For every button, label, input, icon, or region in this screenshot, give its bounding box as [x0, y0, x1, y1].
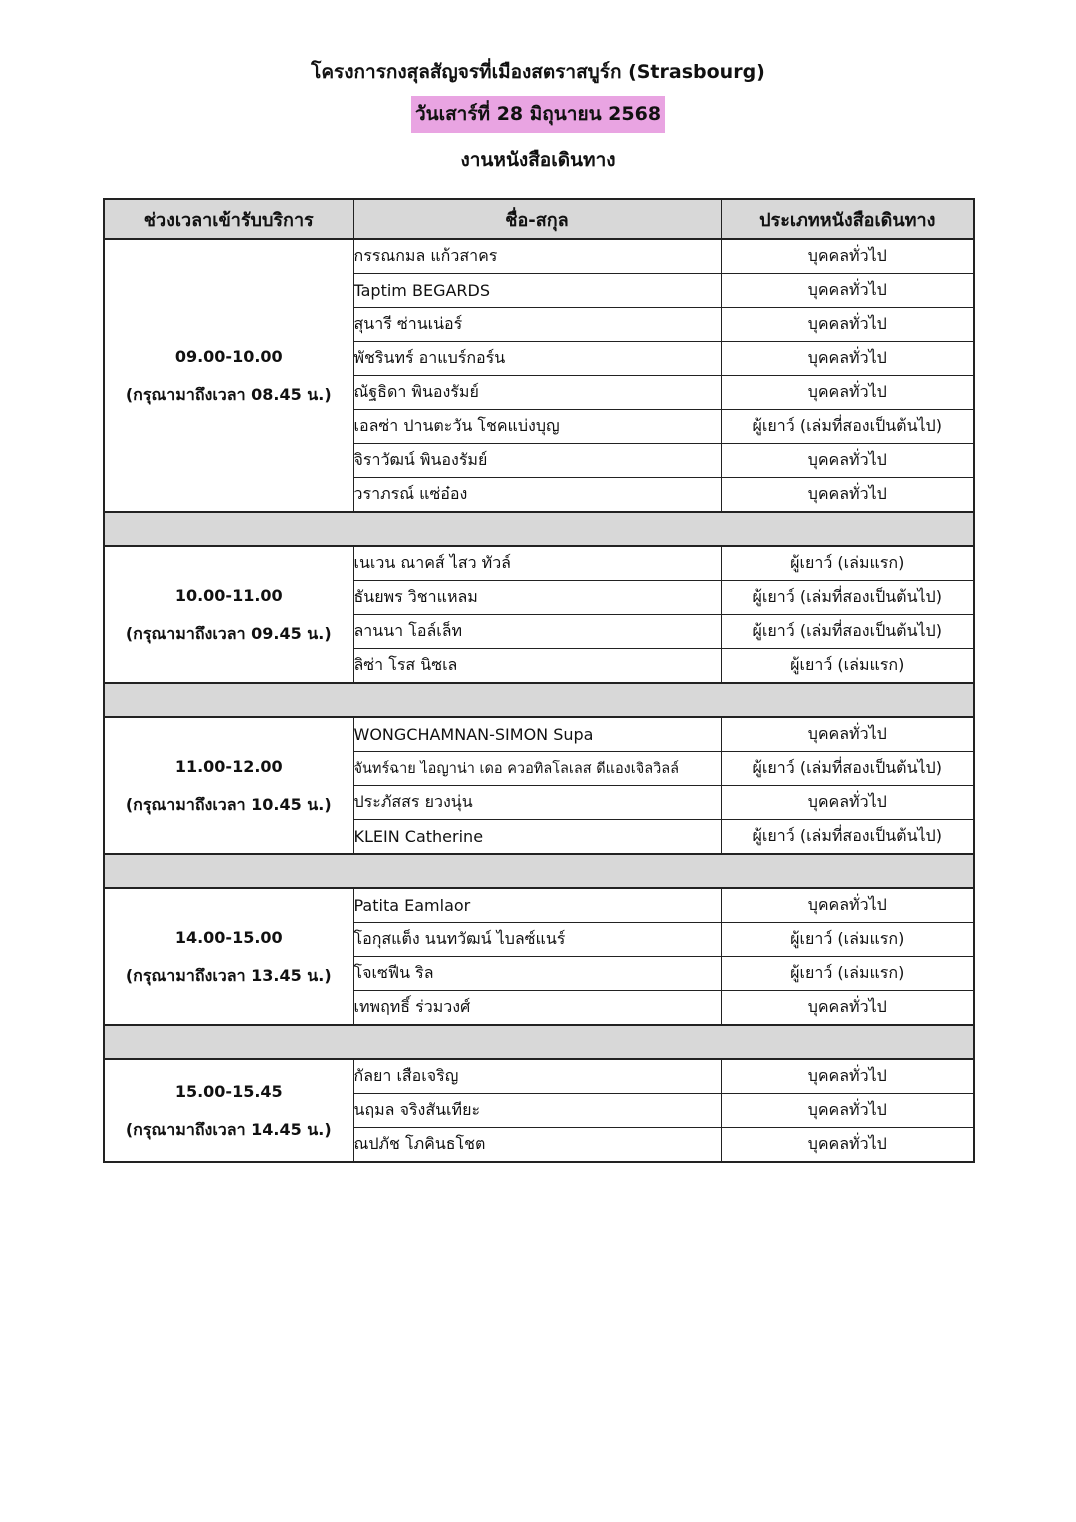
time-slot-cell: [104, 1059, 353, 1162]
applicant-name: เนเวน ณาคส์ ไสว ทัวล์: [353, 546, 721, 581]
applicant-name: กัลยา เสือเจริญ: [353, 1059, 721, 1094]
applicant-name: WONGCHAMNAN-SIMON Supa: [353, 717, 721, 752]
time-slot-arrival: (กรุณามาถึงเวลา 08.45 น.): [125, 384, 332, 404]
time-slot-cell: [104, 546, 353, 683]
applicant-name: KLEIN Catherine: [353, 820, 721, 855]
time-slot-arrival: (กรุณามาถึงเวลา 13.45 น.): [125, 965, 332, 985]
passport-type: ผู้เยาว์ (เล่มที่สองเป็นต้นไป): [721, 752, 974, 786]
separator-row: [104, 854, 974, 888]
passport-type: บุคคลทั่วไป: [721, 478, 974, 513]
time-slot-cell: [104, 717, 353, 854]
separator-row: [104, 512, 974, 546]
time-slot-range: 10.00-11.00: [174, 585, 283, 605]
time-slot-arrival: (กรุณามาถึงเวลา 10.45 น.): [125, 794, 332, 814]
passport-type: ผู้เยาว์ (เล่มแรก): [721, 923, 974, 957]
applicant-name: ณัฐธิดา พินองรัมย์: [353, 376, 721, 410]
passport-type: ผู้เยาว์ (เล่มแรก): [721, 957, 974, 991]
document-date: วันเสาร์ที่ 28 มิถุนายน 2568: [411, 96, 665, 133]
time-slot-cell: [104, 239, 353, 512]
separator-cell: [104, 683, 974, 717]
passport-type: บุคคลทั่วไป: [721, 376, 974, 410]
separator-cell: [104, 512, 974, 546]
applicant-name: ธันยพร วิชาแหลม: [353, 581, 721, 615]
header-full-name: ชื่อ-สกุล: [353, 199, 721, 239]
applicant-name: ลานนา โอล์เล็ท: [353, 615, 721, 649]
applicant-name: สุนารี ซ่านเน่อร์: [353, 308, 721, 342]
applicant-name: เทพฤทธิ์ ร่วมวงศ์: [353, 991, 721, 1026]
separator-cell: [104, 1025, 974, 1059]
applicant-name: พัชรินทร์ อาแบร์กอร์น: [353, 342, 721, 376]
separator-cell: [104, 854, 974, 888]
applicant-name: Taptim BEGARDS: [353, 274, 721, 308]
passport-type: ผู้เยาว์ (เล่มแรก): [721, 649, 974, 684]
time-slot-arrival: (กรุณามาถึงเวลา 14.45 น.): [125, 1119, 332, 1139]
time-slot-range: 15.00-15.45: [174, 1081, 283, 1101]
passport-type: ผู้เยาว์ (เล่มที่สองเป็นต้นไป): [721, 410, 974, 444]
applicant-name: กรรณกมล แก้วสาคร: [353, 239, 721, 274]
applicant-name: จิราวัฒน์ พินองรัมย์: [353, 444, 721, 478]
table-row: [104, 888, 974, 923]
passport-type: ผู้เยาว์ (เล่มที่สองเป็นต้นไป): [721, 820, 974, 855]
header-time-slot: ช่วงเวลาเข้ารับบริการ: [104, 199, 353, 239]
applicant-name: นฤมล จริงสันเทียะ: [353, 1094, 721, 1128]
separator-row: [104, 683, 974, 717]
passport-type: บุคคลทั่วไป: [721, 991, 974, 1026]
time-slot-cell: [104, 888, 353, 1025]
passport-type: บุคคลทั่วไป: [721, 888, 974, 923]
passport-type: ผู้เยาว์ (เล่มแรก): [721, 546, 974, 581]
applicant-name: ประภัสสร ยวงนุ่น: [353, 786, 721, 820]
document-date-wrap: [0, 96, 1076, 133]
passport-type: บุคคลทั่วไป: [721, 786, 974, 820]
passport-type: ผู้เยาว์ (เล่มที่สองเป็นต้นไป): [721, 615, 974, 649]
passport-type: บุคคลทั่วไป: [721, 717, 974, 752]
applicant-name: ลิซ่า โรส นิซเล: [353, 649, 721, 684]
document-subtitle: งานหนังสือเดินทาง: [460, 149, 616, 171]
appointment-table: [103, 198, 975, 1163]
table-header-row: [104, 199, 974, 239]
applicant-name: Patita Eamlaor: [353, 888, 721, 923]
passport-type: บุคคลทั่วไป: [721, 1094, 974, 1128]
header-passport-type: ประเภทหนังสือเดินทาง: [721, 199, 974, 239]
applicant-name: ณปภัช โภคินธโชต: [353, 1128, 721, 1163]
time-slot-range: 09.00-10.00: [174, 346, 283, 366]
passport-type: บุคคลทั่วไป: [721, 274, 974, 308]
passport-type: บุคคลทั่วไป: [721, 342, 974, 376]
passport-type: บุคคลทั่วไป: [721, 444, 974, 478]
applicant-name: โจเซฟีน ริล: [353, 957, 721, 991]
table-row: [104, 239, 974, 274]
document-title: โครงการกงสุลสัญจรที่เมืองสตราสบูร์ก (Strasbourg): [311, 61, 765, 83]
table-row: [104, 1059, 974, 1094]
passport-type: ผู้เยาว์ (เล่มที่สองเป็นต้นไป): [721, 581, 974, 615]
passport-type: บุคคลทั่วไป: [721, 239, 974, 274]
applicant-name: โอกุสแต็ง นนทวัฒน์ ไบลซ์แนร์: [353, 923, 721, 957]
applicant-name: วราภรณ์ แซ่อ๋อง: [353, 478, 721, 513]
applicant-name: เอลซ่า ปานตะวัน โชคแบ่งบุญ: [353, 410, 721, 444]
time-slot-range: 11.00-12.00: [174, 756, 283, 776]
time-slot-range: 14.00-15.00: [174, 927, 283, 947]
table-row: [104, 717, 974, 752]
table-row: [104, 546, 974, 581]
time-slot-arrival: (กรุณามาถึงเวลา 09.45 น.): [125, 623, 332, 643]
applicant-name: จันทร์ฉาย ไอญาน่า เดอ ควอทิลโลเลส ดีแองเจิลวิลล์: [353, 752, 721, 786]
passport-type: บุคคลทั่วไป: [721, 1059, 974, 1094]
passport-type: บุคคลทั่วไป: [721, 308, 974, 342]
passport-type: บุคคลทั่วไป: [721, 1128, 974, 1163]
separator-row: [104, 1025, 974, 1059]
